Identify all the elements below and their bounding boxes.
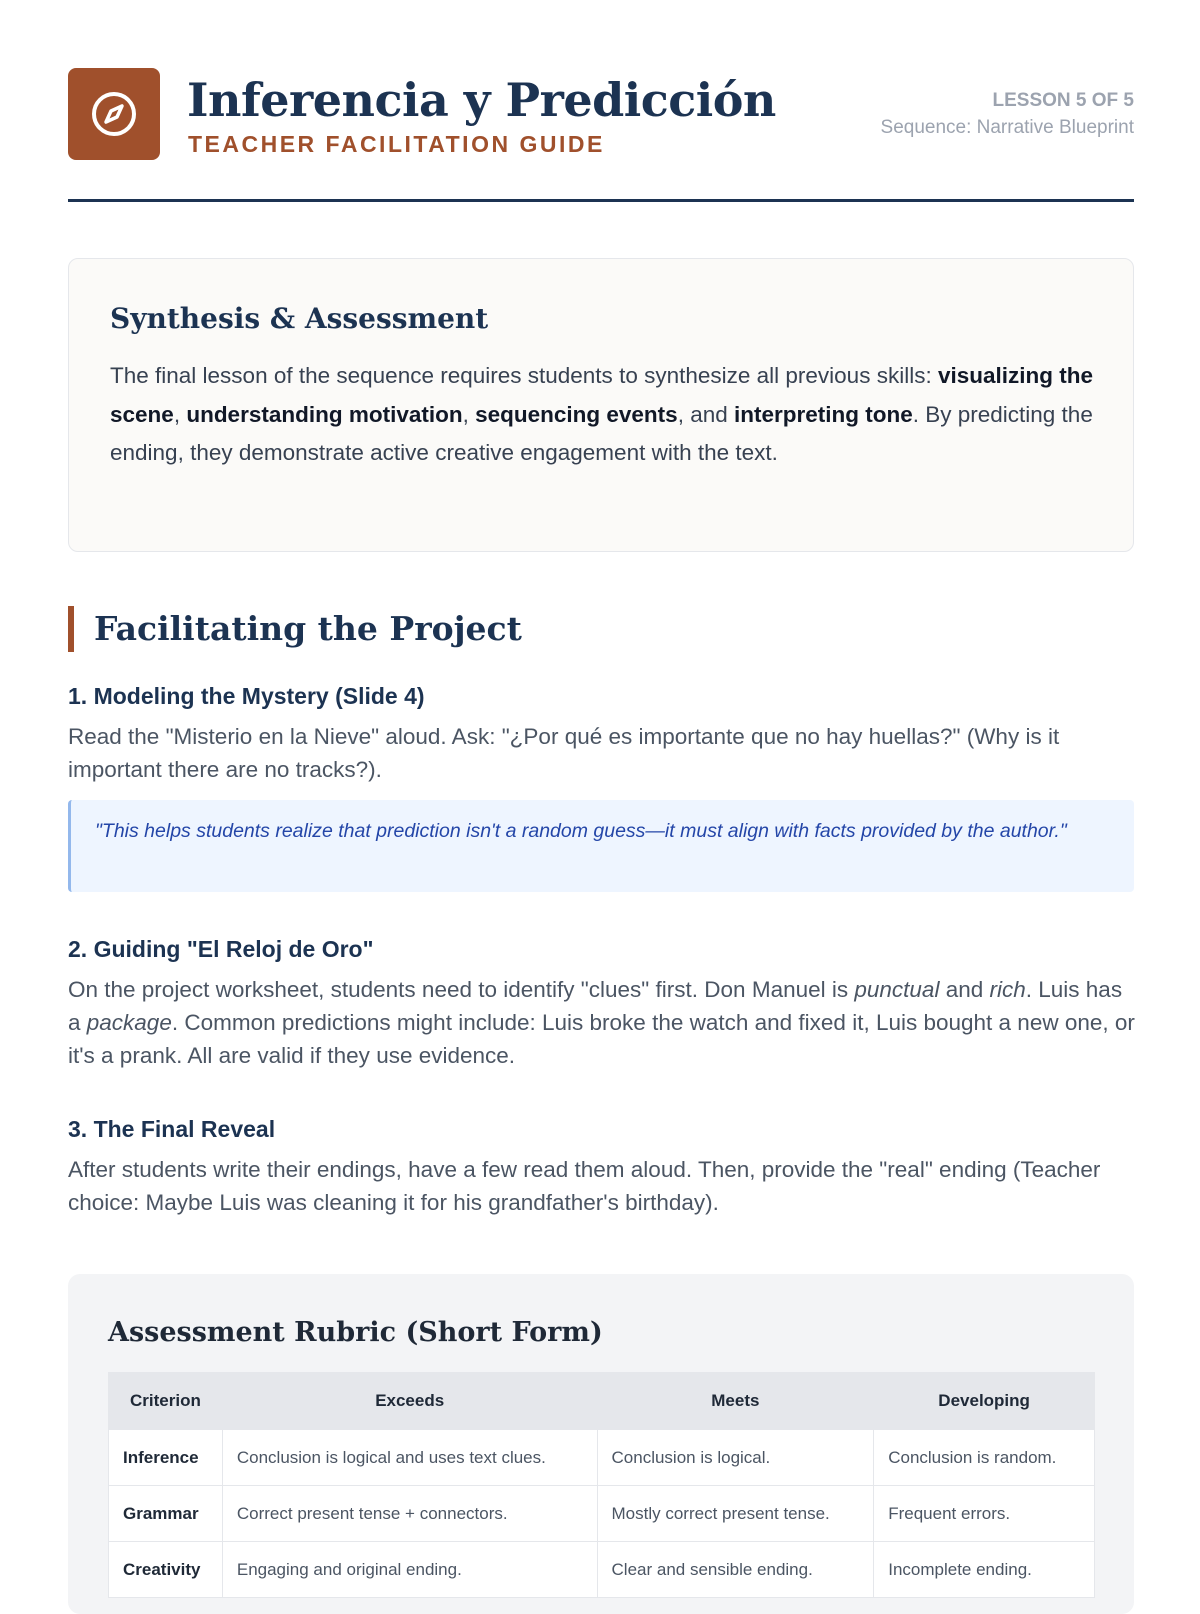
- synthesis-intro: The final lesson of the sequence requires students to synthesize all previous skills:: [110, 363, 938, 388]
- developing-cell: Conclusion is random.: [874, 1430, 1095, 1486]
- step-2-text-part: . Common predictions might include: Luis broke the watch and fixed it, Luis bought a new one, or it's a prank. All are valid if they use evidence.: [68, 1010, 1135, 1068]
- callout-text: "This helps students realize that prediction isn't a random guess—it must align with facts provided by the author.": [95, 820, 1067, 842]
- meets-cell: Conclusion is logical.: [597, 1430, 874, 1486]
- criterion-cell: Inference: [109, 1430, 223, 1486]
- step-2-text-part: . Luis has a: [68, 977, 1123, 1035]
- synthesis-heading: Synthesis & Assessment: [110, 302, 489, 335]
- step-1-text: Read the "Misterio en la Nieve" aloud. Ask: "¿Por qué es importante que no hay huellas?" (Why is it important there are no tracks?).: [68, 724, 1060, 782]
- skill-sequencing: sequencing events: [475, 401, 678, 427]
- developing-cell: Incomplete ending.: [874, 1542, 1095, 1598]
- skill-separator: ,: [173, 401, 187, 427]
- emphasis-package: package: [86, 1010, 172, 1035]
- step-2-text-part: and: [939, 977, 990, 1002]
- developing-cell: Frequent errors.: [874, 1486, 1095, 1542]
- step-2-text-part: On the project worksheet, students need to identify "clues" first. Don Manuel is: [68, 977, 855, 1002]
- table-row: [109, 1542, 1095, 1598]
- exceeds-cell: Engaging and original ending.: [222, 1542, 597, 1598]
- skill-motivation: understanding motivation: [186, 401, 463, 427]
- emphasis-rich: rich: [989, 977, 1026, 1002]
- exceeds-cell: Correct present tense + connectors.: [222, 1486, 597, 1542]
- column-header: Developing: [874, 1373, 1095, 1430]
- rubric-header-row: [109, 1373, 1095, 1430]
- skill-visualizing: visualizing the scene: [110, 363, 1093, 427]
- table-row: [109, 1430, 1095, 1486]
- emphasis-punctual: punctual: [854, 977, 940, 1002]
- step-1-title: 1. Modeling the Mystery (Slide 4): [68, 683, 425, 709]
- sequence-label: Sequence: Narrative Blueprint: [880, 117, 1134, 138]
- page-subtitle: TEACHER FACILITATION GUIDE: [188, 131, 605, 157]
- skill-tone: interpreting tone: [733, 401, 913, 427]
- synthesis-outro: . By predicting the ending, they demonstrate active creative engagement with the text.: [110, 401, 1093, 465]
- step-2-text: [68, 973, 1138, 1072]
- skill-separator: ,: [462, 401, 476, 427]
- column-header: Criterion: [109, 1373, 223, 1430]
- synthesis-card: [68, 258, 1134, 552]
- step-3-title: 3. The Final Reveal: [68, 1116, 276, 1142]
- compass-logo: [68, 68, 160, 160]
- criterion-cell: Creativity: [109, 1542, 223, 1598]
- lesson-number: LESSON 5 OF 5: [992, 90, 1134, 111]
- criterion-cell: Grammar: [109, 1486, 223, 1542]
- synthesis-text: [110, 357, 1100, 473]
- meets-cell: Clear and sensible ending.: [597, 1542, 874, 1598]
- page-header: [68, 68, 1134, 202]
- rubric-table: [108, 1372, 1095, 1598]
- page-title: Inferencia y Predicción: [187, 73, 776, 127]
- skill-separator: , and: [677, 401, 734, 427]
- column-header: Exceeds: [222, 1373, 597, 1430]
- step-3-text: After students write their endings, have a few read them aloud. Then, provide the "real" ending (Teacher choice: Maybe Luis was cleaning it for his grandfather's birthday).: [68, 1157, 1101, 1215]
- step-2-title: 2. Guiding "El Reloj de Oro": [68, 936, 374, 962]
- rubric-heading: Assessment Rubric (Short Form): [108, 1317, 603, 1348]
- callout-quote: [68, 800, 1134, 892]
- section-heading: Facilitating the Project: [68, 606, 522, 652]
- rubric-card: [68, 1274, 1134, 1614]
- exceeds-cell: Conclusion is logical and uses text clues.: [222, 1430, 597, 1486]
- meets-cell: Mostly correct present tense.: [597, 1486, 874, 1542]
- compass-icon: [89, 89, 139, 139]
- table-row: [109, 1486, 1095, 1542]
- column-header: Meets: [597, 1373, 874, 1430]
